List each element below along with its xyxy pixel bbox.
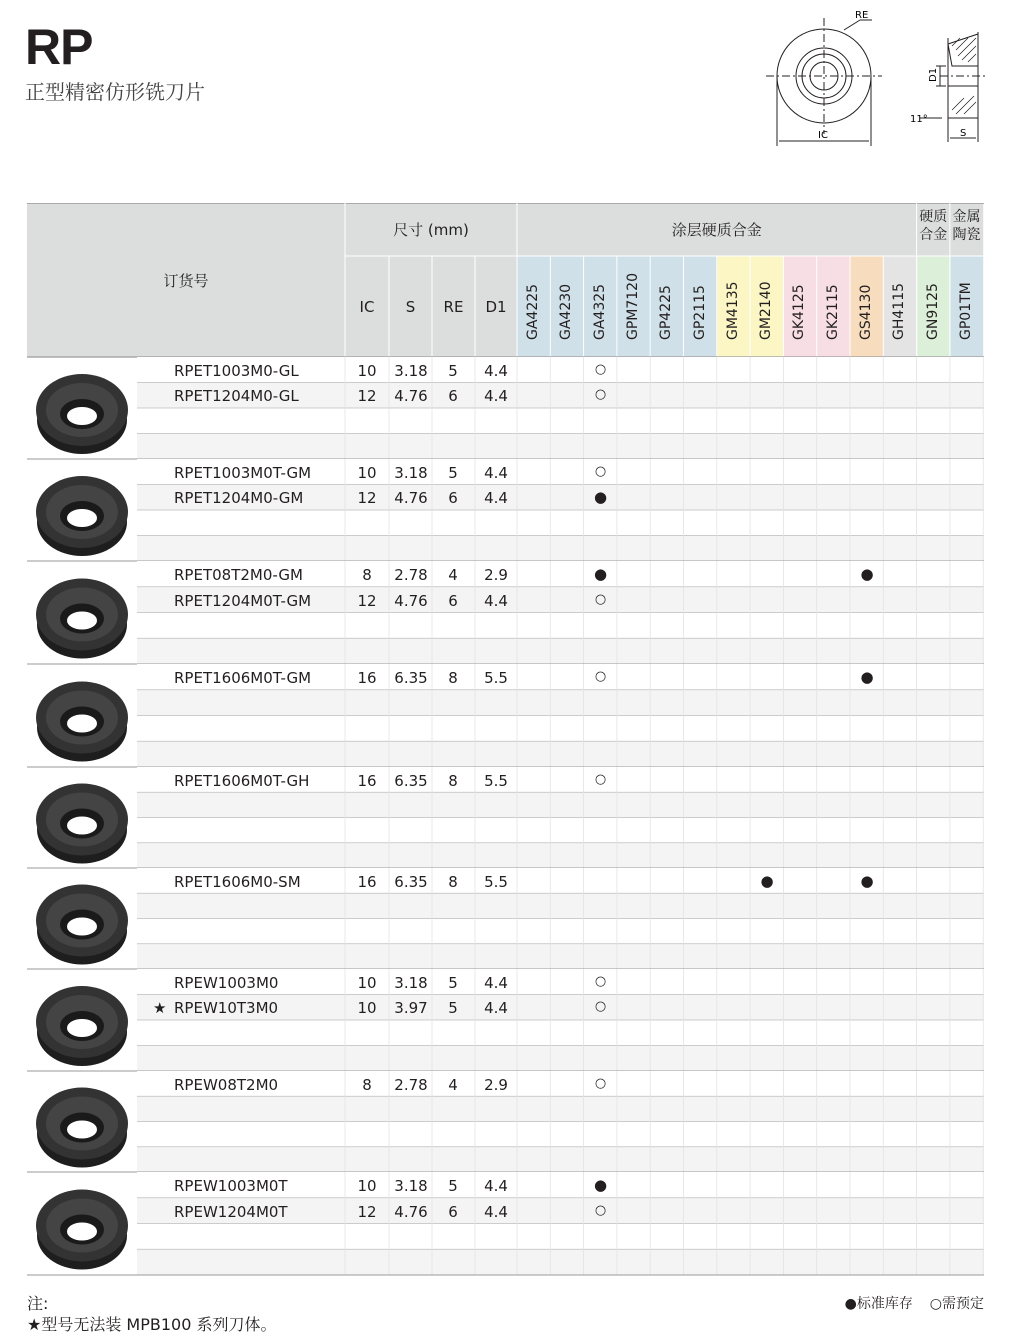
page-subtitle: 正型精密仿形铣刀片	[25, 80, 205, 104]
row-bg	[137, 843, 984, 868]
dim-s: 3.18	[394, 1176, 428, 1195]
dim-d1: 5.5	[484, 771, 508, 790]
order-code: RPEW1204M0T	[174, 1202, 288, 1221]
dim-re: 6	[448, 387, 458, 406]
insert-image	[67, 817, 97, 835]
order-code: RPEW1003M0T	[174, 1176, 288, 1195]
dim-d1: 4.4	[484, 361, 508, 380]
row-bg	[137, 690, 984, 716]
availability-mark: ●	[860, 667, 874, 686]
grade-header-gk2115: GK2115	[824, 284, 841, 340]
dim-ic: 16	[357, 668, 377, 687]
row-bg	[137, 638, 984, 664]
dim-col-header-ic: IC	[359, 298, 375, 316]
dim-d1: 4.4	[484, 973, 508, 992]
dim-s: 4.76	[394, 591, 428, 610]
dim-d1: 4.4	[484, 387, 508, 406]
dim-ic: 8	[362, 1075, 372, 1094]
row-bg	[137, 1096, 984, 1121]
row-bg	[137, 818, 984, 843]
row-bg	[137, 944, 984, 969]
row-bg	[137, 1249, 984, 1275]
row-bg	[137, 1020, 984, 1046]
row-bg	[137, 1147, 984, 1172]
insert-image	[67, 1223, 97, 1241]
dim-d1: 4.4	[484, 999, 508, 1018]
availability-mark: ○	[594, 973, 607, 989]
row-bg	[137, 1046, 984, 1072]
carbide-header: 硬质合金	[919, 209, 948, 243]
insert-image	[67, 509, 97, 527]
dim-ic: 12	[357, 591, 377, 610]
availability-mark: ●	[594, 1175, 608, 1194]
order-code: RPET1003M0-GL	[174, 361, 299, 380]
grade-header-gk4125: GK4125	[791, 284, 808, 340]
dim-s: 3.18	[394, 361, 428, 380]
grade-header-gs4130: GS4130	[858, 284, 874, 340]
dim-d1: 5.5	[484, 872, 508, 891]
order-code: RPET1204M0-GM	[174, 489, 304, 508]
dim-re: 5	[448, 999, 458, 1018]
insert-dimension-drawing	[760, 10, 990, 150]
insert-image	[67, 1019, 97, 1037]
row-bg	[137, 1122, 984, 1147]
dim-re: 8	[448, 771, 458, 790]
dim-d1: 4.4	[484, 591, 508, 610]
dim-re: 5	[448, 1176, 458, 1195]
page-title: RP	[25, 19, 93, 75]
order-code: RPET1204M0T-GM	[174, 591, 312, 610]
grade-header-ga4225: GA4225	[525, 283, 541, 340]
availability-mark: ○	[594, 591, 607, 607]
row-bg	[137, 408, 984, 434]
dim-s: 3.18	[394, 463, 428, 482]
grade-header-gpm7120: GPM7120	[624, 273, 641, 340]
dim-col-header-d1: D1	[485, 298, 507, 316]
dim-d1: 4.4	[484, 489, 508, 508]
angle-label: 11°	[910, 114, 928, 125]
order-code-header: 订货号	[163, 272, 209, 290]
star-mark: ★	[153, 999, 167, 1018]
dim-col-header-re: RE	[443, 298, 464, 316]
dim-re: 5	[448, 361, 458, 380]
dim-d1: 4.4	[484, 1176, 508, 1195]
insert-image	[67, 612, 97, 630]
row-bg	[137, 716, 984, 742]
order-code: RPEW10T3M0	[174, 999, 279, 1018]
row-bg	[137, 919, 984, 944]
grade-header-gm2140: GM2140	[758, 281, 775, 340]
availability-mark: ○	[594, 361, 607, 377]
dim-s: 4.76	[394, 387, 428, 406]
dim-ic: 12	[357, 387, 377, 406]
row-bg	[137, 792, 984, 817]
legend	[845, 1294, 984, 1314]
d1-label: D1	[928, 67, 939, 82]
order-code: RPET08T2M0-GM	[174, 565, 303, 584]
dim-s: 2.78	[394, 1075, 428, 1094]
dim-d1: 4.4	[484, 1202, 508, 1221]
availability-mark: ○	[594, 1202, 607, 1218]
dim-ic: 12	[357, 489, 377, 508]
row-bg	[137, 510, 984, 536]
dim-re: 8	[448, 872, 458, 891]
notes-text: ★型号无法装 MPB100 系列刀体。	[27, 1315, 277, 1334]
dim-ic: 12	[357, 1202, 377, 1221]
insert-image	[67, 1121, 97, 1139]
dim-ic: 10	[357, 999, 377, 1018]
dim-s: 4.76	[394, 1202, 428, 1221]
availability-mark: ○	[594, 999, 607, 1015]
insert-image	[67, 407, 97, 425]
dim-s: 6.35	[394, 771, 428, 790]
dim-ic: 16	[357, 872, 377, 891]
dims-header: 尺寸 (mm)	[393, 221, 469, 239]
dim-s: 6.35	[394, 668, 428, 687]
dim-re: 6	[448, 1202, 458, 1221]
technical-drawing	[760, 10, 990, 150]
dim-ic: 10	[357, 361, 377, 380]
order-code: RPET1204M0-GL	[174, 387, 299, 406]
dim-re: 6	[448, 489, 458, 508]
order-code: RPET1606M0T-GH	[174, 771, 310, 790]
availability-mark: ○	[594, 771, 607, 787]
grade-header-gh4115: GH4115	[891, 282, 908, 340]
dim-s: 4.76	[394, 489, 428, 508]
notes	[27, 1293, 277, 1335]
dim-re: 5	[448, 463, 458, 482]
grade-header-gp4225: GP4225	[658, 285, 675, 340]
grade-header-gm4135: GM4135	[724, 281, 741, 340]
order-code: RPET1606M0T-GM	[174, 668, 312, 687]
product-table	[27, 203, 984, 1279]
grade-header-ga4230: GA4230	[558, 283, 575, 340]
availability-mark: ●	[760, 871, 774, 890]
order-code: RPET1606M0-SM	[174, 872, 301, 891]
dim-re: 6	[448, 591, 458, 610]
ic-label: IC	[818, 130, 828, 141]
availability-mark: ●	[860, 564, 874, 583]
dim-d1: 4.4	[484, 463, 508, 482]
availability-mark: ●	[594, 488, 608, 507]
dim-d1: 5.5	[484, 668, 508, 687]
dim-re: 5	[448, 973, 458, 992]
re-label: RE	[855, 10, 869, 21]
s-label: S	[960, 128, 967, 139]
availability-mark: ○	[594, 668, 607, 684]
order-code: RPEW08T2M0	[174, 1075, 279, 1094]
grade-header-gp01tm: GP01TM	[957, 282, 974, 340]
grade-header-gn9125: GN9125	[924, 283, 941, 340]
dim-d1: 2.9	[484, 1075, 508, 1094]
notes-label: 注:	[27, 1294, 49, 1313]
availability-mark: ○	[594, 387, 607, 403]
availability-mark: ○	[594, 1075, 607, 1091]
row-bg	[137, 741, 984, 767]
dim-ic: 8	[362, 565, 372, 584]
insert-image	[67, 715, 97, 733]
availability-mark: ●	[860, 871, 874, 890]
dim-d1: 2.9	[484, 565, 508, 584]
availability-mark: ●	[594, 564, 608, 583]
dim-ic: 16	[357, 771, 377, 790]
coated-carbide-header: 涂层硬质合金	[671, 221, 762, 239]
row-bg	[137, 536, 984, 562]
dim-ic: 10	[357, 463, 377, 482]
dim-s: 3.18	[394, 973, 428, 992]
order-code: RPEW1003M0	[174, 973, 279, 992]
row-bg	[137, 434, 984, 460]
dim-re: 8	[448, 668, 458, 687]
dim-re: 4	[448, 1075, 458, 1094]
row-bg	[137, 613, 984, 639]
dim-col-header-s: S	[405, 298, 416, 316]
row-bg	[137, 1224, 984, 1250]
cermet-header: 金属陶瓷	[952, 209, 981, 243]
grade-header-ga4325: GA4325	[591, 283, 608, 340]
row-bg	[137, 893, 984, 918]
legend-order: ○需预定	[929, 1296, 984, 1312]
order-code: RPET1003M0T-GM	[174, 463, 312, 482]
legend-stock: ●标准库存	[844, 1296, 913, 1312]
availability-mark: ○	[594, 463, 607, 479]
dim-ic: 10	[357, 973, 377, 992]
insert-image	[67, 918, 97, 936]
dim-ic: 10	[357, 1176, 377, 1195]
grade-header-gp2115: GP2115	[691, 285, 708, 340]
dim-re: 4	[448, 565, 458, 584]
dim-s: 6.35	[394, 872, 428, 891]
dim-s: 3.97	[394, 999, 428, 1018]
dim-s: 2.78	[394, 565, 428, 584]
